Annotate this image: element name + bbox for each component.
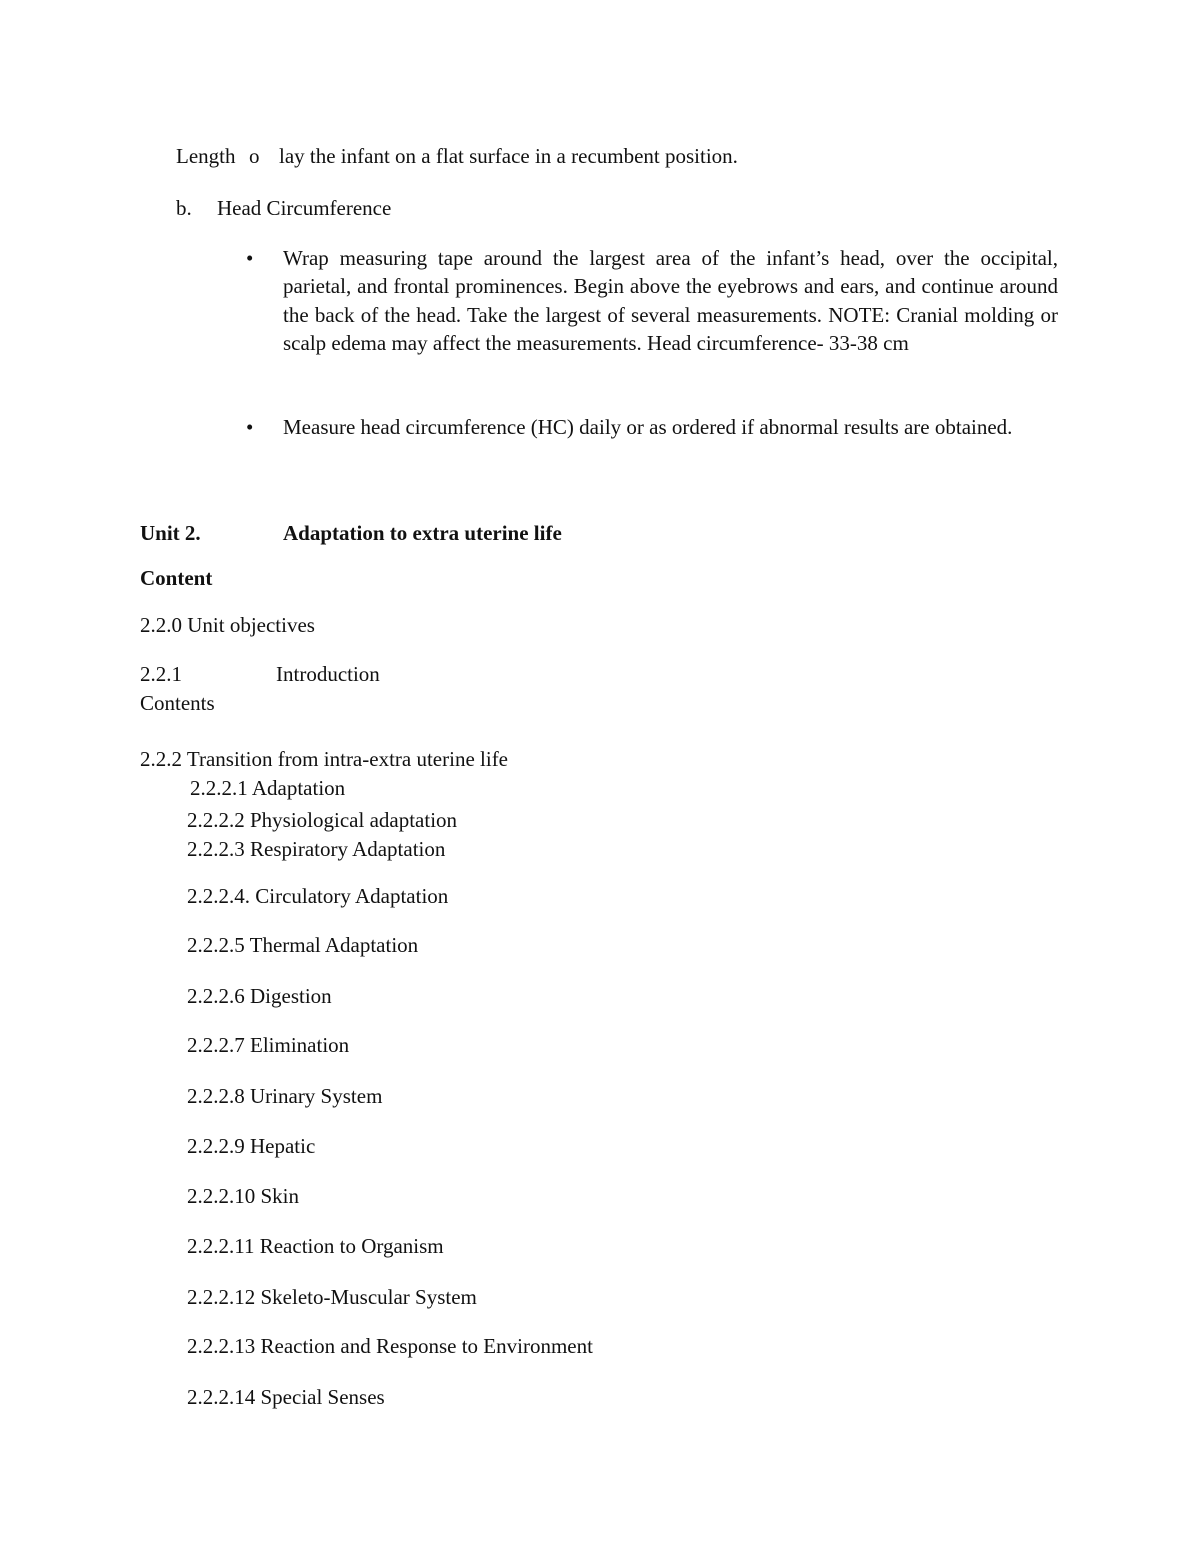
bullet-text-wrap-tape: Wrap measuring tape around the largest area of the infant’s head, over the occipital, parietal, and frontal prominences. Begin above the eyebrows and ears, and continue around the back of the head. Take the largest of several measurements. NOTE: Cranial molding or scalp edema may affect the measurements. Head circumference- 33-38 cm	[283, 246, 1058, 355]
list-item: 2.2.2.13 Reaction and Response to Environment	[187, 1334, 593, 1358]
list-item: 2.2.2.14 Special Senses	[187, 1385, 385, 1409]
content-heading: Content	[140, 566, 213, 590]
objectives-item: 2.2.0 Unit objectives	[140, 613, 315, 637]
bullet-symbol: •	[246, 246, 254, 270]
list-item: 2.2.2.3 Respiratory Adaptation	[187, 837, 446, 861]
list-item: 2.2.2.2 Physiological adaptation	[187, 808, 458, 832]
list-item: 2.2.2.5 Thermal Adaptation	[187, 933, 419, 957]
list-item: 2.2.2.6 Digestion	[187, 984, 332, 1008]
transition-item: 2.2.2 Transition from intra-extra uterine life	[140, 747, 509, 771]
list-item: 2.2.2.8 Urinary System	[187, 1084, 383, 1108]
unit-number: Unit 2.	[140, 521, 201, 545]
introduction-title: Introduction	[276, 662, 380, 686]
list-item: 2.2.2.7 Elimination	[187, 1033, 350, 1057]
list-item: 2.2.2.9 Hepatic	[187, 1134, 316, 1158]
length-label: Length	[176, 144, 236, 168]
head-circumference-title: Head Circumference	[217, 196, 392, 220]
bullet-symbol: •	[246, 415, 254, 439]
head-circumference-marker: b.	[176, 196, 192, 220]
bullet-text-measure-hc: Measure head circumference (HC) daily or as ordered if abnormal results are obtained.	[283, 415, 1013, 439]
length-text: lay the infant on a flat surface in a recumbent position.	[279, 144, 738, 168]
unit-title: Adaptation to extra uterine life	[283, 521, 562, 545]
contents-label: Contents	[140, 691, 215, 715]
introduction-number: 2.2.1	[140, 662, 182, 686]
length-marker: o	[249, 144, 260, 168]
list-item: 2.2.2.1 Adaptation	[190, 776, 346, 800]
list-item: 2.2.2.10 Skin	[187, 1184, 300, 1208]
list-item: 2.2.2.4. Circulatory Adaptation	[187, 884, 449, 908]
list-item: 2.2.2.12 Skeleto-Muscular System	[187, 1285, 477, 1309]
list-item: 2.2.2.11 Reaction to Organism	[187, 1234, 444, 1258]
